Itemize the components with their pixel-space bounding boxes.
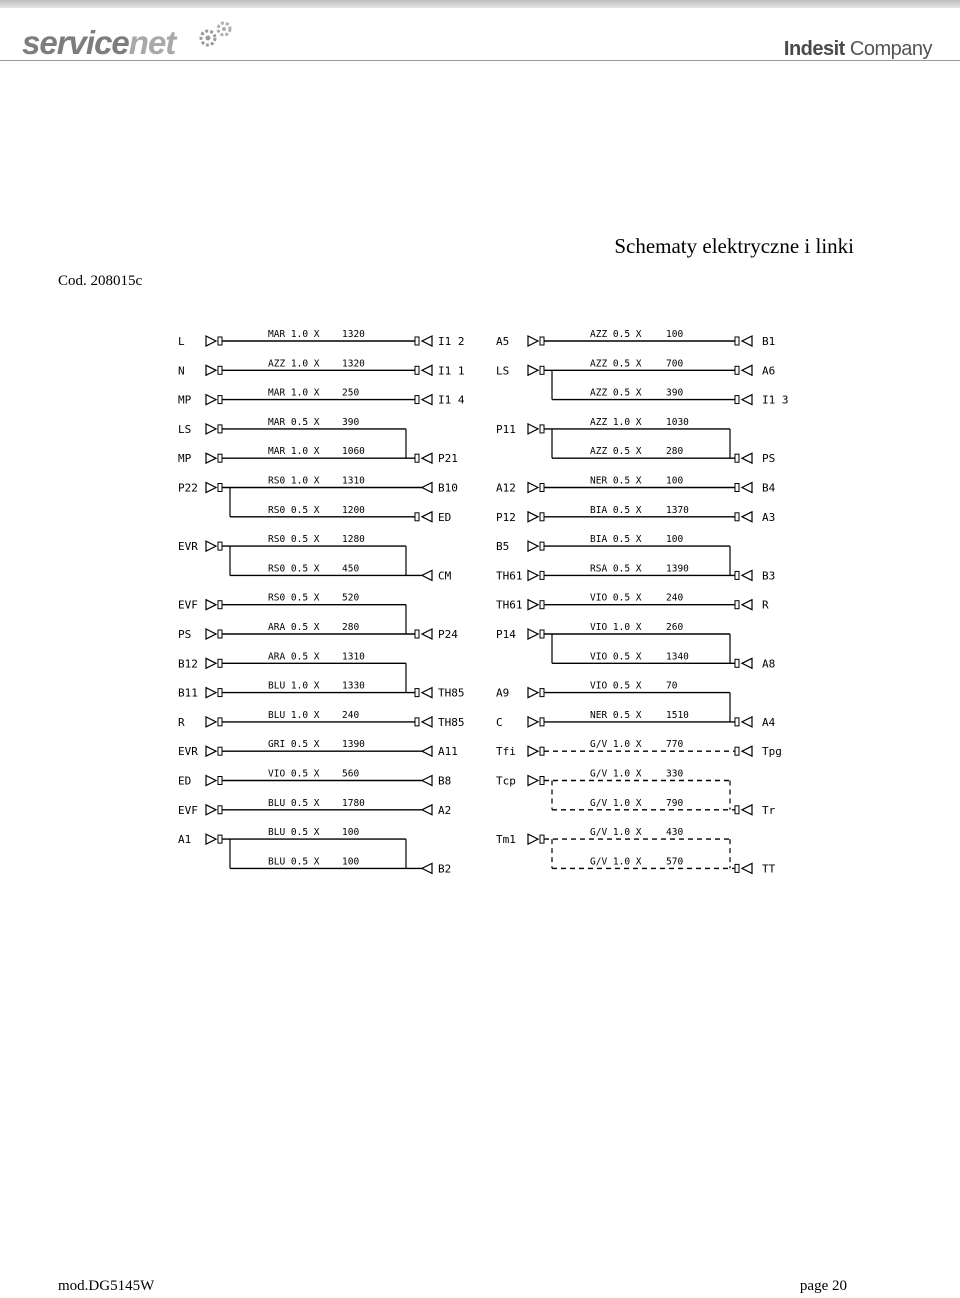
terminal-label: I1 3 [762, 393, 789, 407]
terminal-connector [206, 688, 216, 698]
terminal-connector [206, 746, 216, 756]
terminal-connector-plug [218, 718, 222, 726]
terminal-connector [742, 365, 752, 375]
terminal-connector [422, 512, 432, 522]
terminal-connector-plug [218, 659, 222, 667]
terminal-connector [742, 512, 752, 522]
wire-length: 1340 [666, 651, 689, 663]
terminal-connector-plug [218, 454, 222, 462]
terminal-connector-plug [735, 864, 739, 872]
wire-length: 1320 [342, 329, 365, 340]
model-code: mod.DG5145W [58, 1278, 155, 1294]
terminal-connector [422, 805, 432, 815]
wire-length: 770 [666, 739, 684, 751]
terminal-label: B8 [438, 774, 452, 788]
wire-spec: BLU 1.0 X [268, 680, 320, 692]
wire-spec: MAR 1.0 X [268, 329, 320, 340]
terminal-connector-plug [218, 425, 222, 433]
wire-spec: VIO 0.5 X [590, 592, 642, 604]
wire-length: 1370 [666, 504, 689, 516]
terminal-connector-plug [735, 601, 739, 609]
wire-length: 330 [666, 768, 684, 780]
terminal-connector-plug [218, 806, 222, 814]
terminal-connector [206, 776, 216, 786]
terminal-connector-plug [540, 366, 544, 374]
terminal-label: MP [178, 393, 192, 407]
terminal-label: B5 [496, 540, 510, 554]
terminal-connector [422, 863, 432, 873]
wire-spec: BLU 0.5 X [268, 856, 320, 868]
page-title: Schematy elektryczne i linki [614, 234, 854, 258]
terminal-connector-plug [540, 835, 544, 843]
wire-length: 100 [666, 475, 684, 487]
terminal-label: P21 [438, 452, 458, 466]
terminal-connector [422, 570, 432, 580]
terminal-label: ED [438, 510, 452, 524]
terminal-connector [206, 453, 216, 463]
terminal-connector [422, 483, 432, 493]
terminal-connector-plug [735, 484, 739, 492]
terminal-connector-plug [540, 542, 544, 550]
indesit-company-logo: Indesit Company [783, 38, 932, 60]
wire-length: 100 [342, 856, 360, 868]
terminal-connector [742, 395, 752, 405]
terminal-connector-plug [735, 513, 739, 521]
terminal-label: P11 [496, 422, 516, 436]
terminal-connector [206, 483, 216, 493]
terminal-label: P12 [496, 510, 516, 524]
terminal-label: B2 [438, 862, 452, 876]
wire-length: 70 [666, 680, 678, 692]
terminal-connector-plug [735, 747, 739, 755]
terminal-connector [422, 629, 432, 639]
terminal-label: R [762, 598, 769, 612]
wire-spec: MAR 0.5 X [268, 416, 320, 428]
wire-length: 450 [342, 563, 360, 575]
terminal-connector [742, 658, 752, 668]
wire-length: 390 [666, 387, 684, 399]
terminal-label: TH61 [496, 598, 523, 612]
terminal-connector [528, 483, 538, 493]
wire-spec: VIO 0.5 X [590, 680, 642, 692]
terminal-connector-plug [540, 571, 544, 579]
terminal-connector-plug [735, 659, 739, 667]
wire-length: 1280 [342, 534, 365, 546]
wire-length: 250 [342, 387, 360, 399]
wire-length: 260 [666, 622, 684, 633]
terminal-label: A4 [762, 715, 776, 729]
terminal-connector [206, 424, 216, 434]
terminal-connector-plug [735, 454, 739, 462]
terminal-label: B3 [762, 569, 776, 583]
terminal-label: LS [496, 364, 510, 378]
terminal-label: P14 [496, 628, 516, 641]
terminal-connector [742, 746, 752, 756]
terminal-connector [528, 629, 538, 639]
terminal-connector-plug [540, 718, 544, 726]
terminal-label: A11 [438, 745, 458, 759]
terminal-connector-plug [218, 630, 222, 638]
terminal-connector-plug [540, 425, 544, 433]
wire-spec: RS0 1.0 X [268, 475, 320, 487]
terminal-connector [206, 629, 216, 639]
wire-length: 1390 [666, 563, 689, 575]
terminal-label: A3 [762, 510, 776, 524]
terminal-label: MP [178, 452, 192, 466]
terminal-connector-plug [415, 337, 419, 345]
terminal-connector-plug [218, 689, 222, 697]
terminal-connector [206, 834, 216, 844]
wire-length: 1510 [666, 709, 689, 721]
terminal-connector-plug [415, 689, 419, 697]
wire-length: 560 [342, 768, 360, 780]
terminal-label: ED [178, 774, 192, 788]
terminal-connector [422, 688, 432, 698]
terminal-label: I1 1 [438, 364, 465, 378]
terminal-connector [206, 365, 216, 375]
wire-spec: NER 0.5 X [590, 709, 642, 721]
terminal-connector-plug [218, 601, 222, 609]
terminal-label: TH85 [438, 686, 465, 700]
terminal-connector-plug [218, 542, 222, 550]
wire-spec: BLU 0.5 X [268, 797, 320, 809]
wire-length: 280 [342, 622, 360, 633]
terminal-connector-plug [415, 366, 419, 374]
terminal-label: EVR [178, 540, 198, 554]
terminal-label: PS [178, 628, 192, 641]
terminal-connector-plug [540, 337, 544, 345]
terminal-label: P22 [178, 481, 198, 495]
terminal-label: EVF [178, 598, 198, 612]
terminal-label: C [496, 715, 503, 729]
terminal-connector-plug [735, 366, 739, 374]
terminal-connector-plug [218, 396, 222, 404]
terminal-connector-plug [540, 630, 544, 638]
terminal-connector-plug [540, 513, 544, 521]
terminal-label: B1 [762, 335, 776, 348]
terminal-connector-plug [735, 396, 739, 404]
terminal-label: A9 [496, 686, 510, 700]
terminal-connector [206, 805, 216, 815]
terminal-connector [422, 365, 432, 375]
wire-spec: AZZ 0.5 X [590, 446, 642, 458]
terminal-connector-plug [735, 806, 739, 814]
terminal-connector [422, 395, 432, 405]
terminal-label: PS [762, 452, 776, 466]
terminal-label: A8 [762, 657, 776, 671]
terminal-label: LS [178, 422, 192, 436]
wire-spec: NER 0.5 X [590, 475, 642, 487]
terminal-connector [528, 336, 538, 346]
wire-length: 700 [666, 358, 684, 370]
terminal-label: CM [438, 569, 452, 583]
wire-length: 390 [342, 416, 360, 428]
terminal-connector [206, 336, 216, 346]
terminal-label: L [178, 335, 185, 348]
terminal-connector-plug [415, 513, 419, 521]
terminal-label: TH85 [438, 715, 465, 729]
terminal-connector [528, 776, 538, 786]
terminal-label: B12 [178, 657, 198, 671]
terminal-connector-plug [540, 601, 544, 609]
terminal-connector-plug [218, 747, 222, 755]
terminal-label: A1 [178, 833, 192, 847]
top-bar [0, 0, 960, 8]
terminal-connector [528, 570, 538, 580]
terminal-connector [742, 805, 752, 815]
terminal-connector [742, 600, 752, 610]
wire-length: 100 [666, 329, 684, 340]
wire-length: 100 [342, 827, 360, 839]
terminal-label: P24 [438, 628, 458, 641]
wire-spec: ARA 0.5 X [268, 651, 320, 663]
wire-length: 240 [342, 709, 360, 721]
terminal-connector-plug [218, 777, 222, 785]
terminal-connector [528, 600, 538, 610]
terminal-connector-plug [735, 718, 739, 726]
gears-icon [196, 20, 238, 50]
terminal-connector-plug [415, 396, 419, 404]
wire-spec: VIO 0.5 X [268, 768, 320, 780]
wire-length: 100 [666, 534, 684, 546]
wire-spec: VIO 1.0 X [590, 622, 642, 633]
terminal-label: A12 [496, 481, 516, 495]
terminal-connector [206, 658, 216, 668]
terminal-label: Tfi [496, 745, 516, 759]
wire-spec: G/V 1.0 X [590, 739, 642, 751]
wire-length: 570 [666, 856, 684, 868]
terminal-connector [528, 424, 538, 434]
terminal-connector-plug [415, 630, 419, 638]
terminal-connector [742, 483, 752, 493]
terminal-label: Tr [762, 803, 776, 817]
terminal-connector [742, 717, 752, 727]
terminal-label: Tpg [762, 745, 782, 759]
terminal-label: EVF [178, 803, 198, 817]
terminal-connector-plug [735, 571, 739, 579]
wire-spec: AZZ 0.5 X [590, 358, 642, 370]
wire-length: 520 [342, 592, 360, 604]
wire-spec: RSA 0.5 X [590, 563, 642, 575]
terminal-connector [742, 336, 752, 346]
wire-spec: G/V 1.0 X [590, 768, 642, 780]
wire-length: 1310 [342, 475, 365, 487]
wire-spec: ARA 0.5 X [268, 622, 320, 633]
wire-length: 1060 [342, 446, 365, 458]
wire-length: 1780 [342, 797, 365, 809]
wire-spec: AZZ 0.5 X [590, 329, 642, 340]
wire-spec: AZZ 0.5 X [590, 387, 642, 399]
terminal-connector [206, 600, 216, 610]
terminal-label: B4 [762, 481, 776, 495]
terminal-connector [742, 453, 752, 463]
terminal-label: Tm1 [496, 833, 516, 847]
wire-spec: BLU 1.0 X [268, 709, 320, 721]
wire-length: 1030 [666, 416, 689, 428]
wire-spec: GRI 0.5 X [268, 739, 320, 751]
terminal-connector-plug [415, 454, 419, 462]
wire-length: 1310 [342, 651, 365, 663]
page-number: page 20 [799, 1278, 847, 1294]
terminal-connector [528, 746, 538, 756]
terminal-connector [528, 541, 538, 551]
terminal-connector [206, 395, 216, 405]
terminal-connector [422, 776, 432, 786]
terminal-label: A6 [762, 364, 776, 378]
wire-spec: MAR 1.0 X [268, 387, 320, 399]
wire-spec: AZZ 1.0 X [590, 416, 642, 428]
wire-spec: BIA 0.5 X [590, 504, 642, 516]
terminal-label: I1 2 [438, 335, 465, 348]
page-header [0, 8, 960, 61]
terminal-connector [742, 570, 752, 580]
terminal-connector-plug [218, 484, 222, 492]
terminal-connector [422, 336, 432, 346]
wire-length: 790 [666, 797, 684, 809]
wire-length: 1200 [342, 504, 365, 516]
terminal-label: TH61 [496, 569, 523, 583]
terminal-connector-plug [218, 835, 222, 843]
terminal-label: A5 [496, 335, 510, 348]
wire-spec: BIA 0.5 X [590, 534, 642, 546]
terminal-label: A2 [438, 803, 452, 817]
terminal-connector-plug [415, 718, 419, 726]
terminal-connector-plug [540, 777, 544, 785]
terminal-label: B11 [178, 686, 198, 700]
terminal-connector-plug [218, 366, 222, 374]
wire-length: 1330 [342, 680, 365, 692]
terminal-connector-plug [735, 337, 739, 345]
wire-length: 1320 [342, 358, 365, 370]
terminal-label: Tcp [496, 774, 516, 788]
terminal-label: R [178, 715, 185, 729]
wire-spec: RS0 0.5 X [268, 592, 320, 604]
terminal-connector-plug [540, 689, 544, 697]
wire-length: 1390 [342, 739, 365, 751]
wire-spec: G/V 1.0 X [590, 797, 642, 809]
terminal-connector [206, 717, 216, 727]
terminal-connector [422, 453, 432, 463]
terminal-connector-plug [540, 747, 544, 755]
terminal-label: N [178, 364, 185, 378]
terminal-connector-plug [218, 337, 222, 345]
wire-spec: VIO 0.5 X [590, 651, 642, 663]
terminal-connector [206, 541, 216, 551]
wire-spec: RS0 0.5 X [268, 504, 320, 516]
terminal-connector [528, 834, 538, 844]
terminal-connector [422, 717, 432, 727]
terminal-label: I1 4 [438, 393, 465, 407]
wire-spec: AZZ 1.0 X [268, 358, 320, 370]
terminal-label: EVR [178, 745, 198, 759]
terminal-connector [528, 512, 538, 522]
wire-spec: G/V 1.0 X [590, 827, 642, 839]
document-code: Cod. 208015c [58, 273, 143, 289]
servicenet-logo: servicenet [22, 24, 176, 61]
wire-spec: RS0 0.5 X [268, 534, 320, 546]
wire-spec: MAR 1.0 X [268, 446, 320, 458]
terminal-connector [528, 717, 538, 727]
wire-length: 280 [666, 446, 684, 458]
wire-spec: BLU 0.5 X [268, 827, 320, 839]
terminal-connector-plug [540, 484, 544, 492]
terminal-label: B10 [438, 481, 458, 495]
wiring-diagram [170, 320, 800, 880]
terminal-connector [422, 746, 432, 756]
wire-spec: RS0 0.5 X [268, 563, 320, 575]
wire-spec: G/V 1.0 X [590, 856, 642, 868]
terminal-label: TT [762, 862, 776, 876]
terminal-connector [528, 688, 538, 698]
terminal-connector [742, 863, 752, 873]
wire-length: 240 [666, 592, 684, 604]
wire-length: 430 [666, 827, 684, 839]
terminal-connector [528, 365, 538, 375]
